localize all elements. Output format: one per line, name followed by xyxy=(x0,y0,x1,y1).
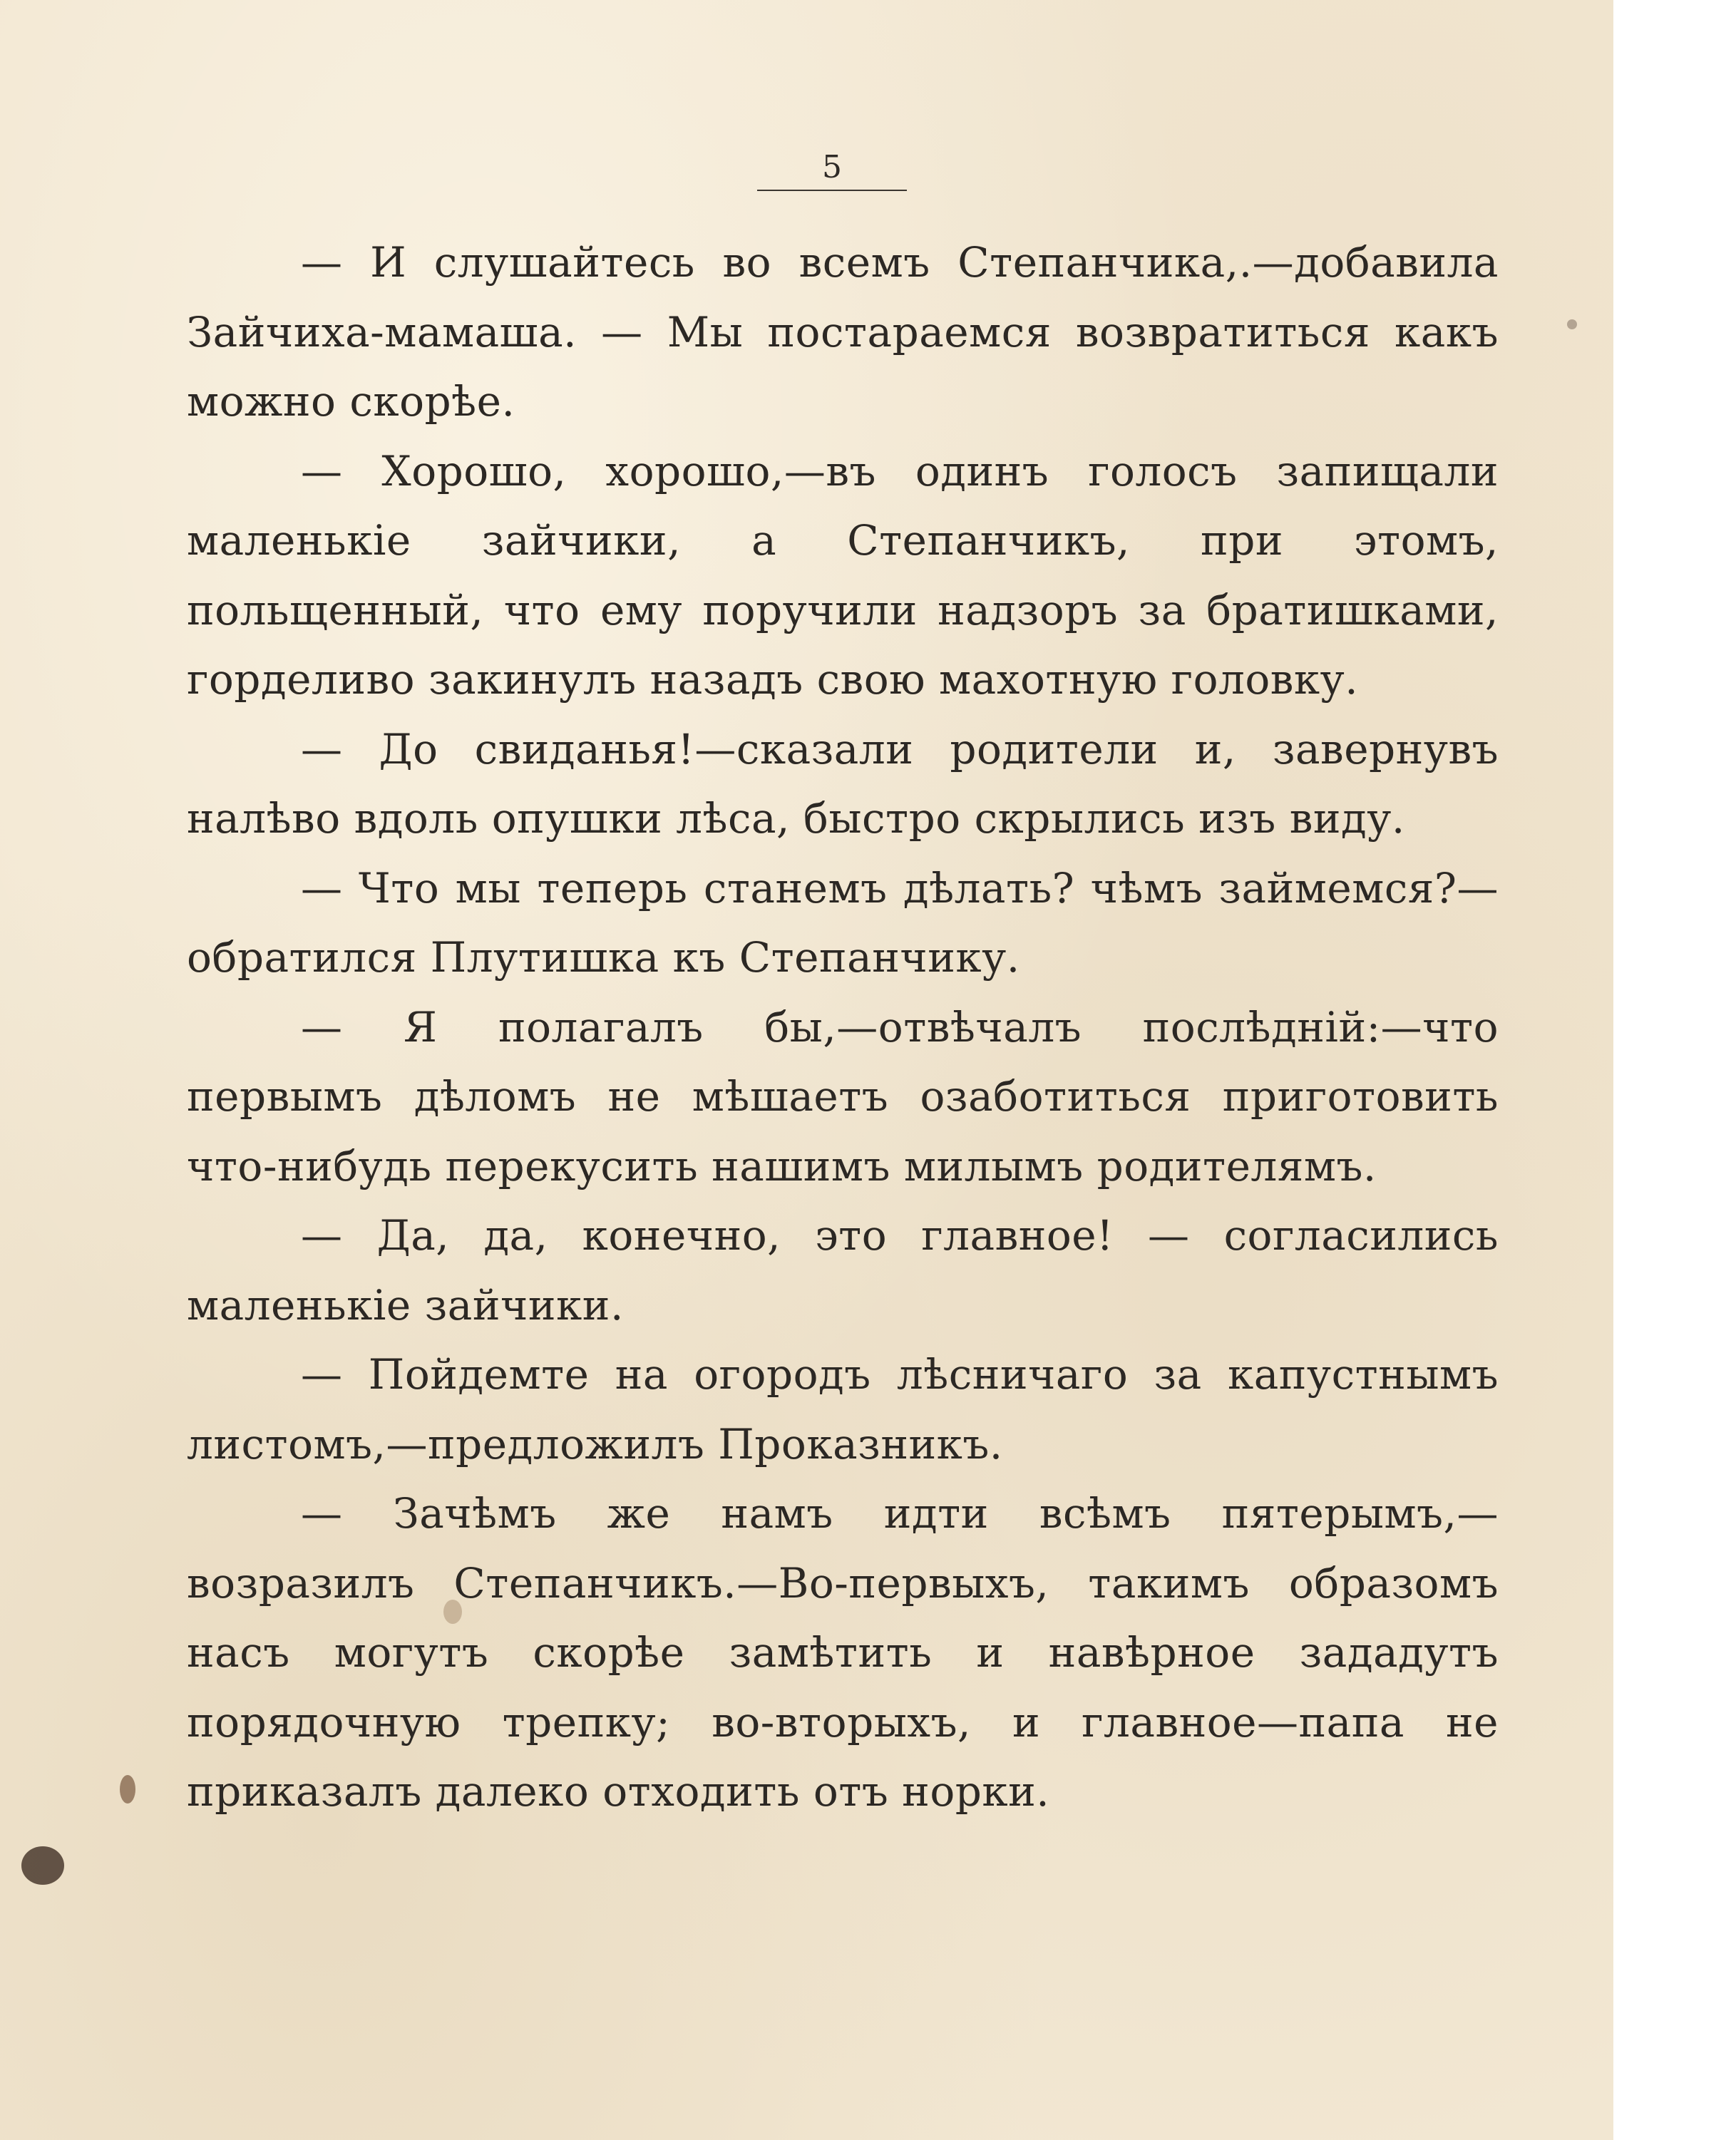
body-text xyxy=(187,228,1499,1827)
paragraph-8: — Зачѣмъ же намъ идти всѣмъ пятерымъ,—возразилъ Степанчикъ.—Во-первыхъ, такимъ образомъ насъ могутъ скорѣе замѣтить и навѣрное зададутъ порядочную трепку; во-вторыхъ, и главное—папа не приказалъ далеко отходить отъ норки. xyxy=(187,1489,1499,1816)
page-number-rule xyxy=(757,190,907,191)
ink-stain xyxy=(120,1775,135,1804)
ink-stain xyxy=(443,1600,462,1624)
paragraph-4: — Что мы теперь станемъ дѣлать? чѣмъ займемся?— обратился Плутишка къ Степанчику. xyxy=(187,863,1499,982)
paragraph-1: — И слушайтесь во всемъ Степанчика,.—добавила Зайчиха-мамаша. — Мы постараемся возвратиться какъ можно скорѣе. xyxy=(187,238,1499,426)
paragraph-3: — До свиданья!—сказали родители и, завернувъ налѣво вдоль опушки лѣса, быстро скрылись изъ виду. xyxy=(187,724,1499,843)
paragraph-2: — Хорошо, хорошо,—въ одинъ голосъ запищали маленькіе зайчики, а Степанчикъ, при этомъ, польщенный, что ему поручили надзоръ за братишками, горделиво закинулъ назадъ свою махотную головку. xyxy=(187,446,1499,704)
paragraph-6: — Да, да, конечно, это главное! — согласились маленькіе зайчики. xyxy=(187,1211,1499,1329)
paragraph-5: — Я полагалъ бы,—отвѣчалъ послѣдній:—что первымъ дѣломъ не мѣшаетъ озаботиться приготовить что-нибудь перекусить нашимъ милымъ родителямъ. xyxy=(187,1002,1499,1190)
ink-stain xyxy=(1567,319,1577,329)
ink-stain xyxy=(21,1846,64,1885)
page-number: 5 xyxy=(822,149,842,185)
paragraph-7: — Пойдемте на огородъ лѣсничаго за капустнымъ листомъ,—предложилъ Проказникъ. xyxy=(187,1350,1499,1468)
